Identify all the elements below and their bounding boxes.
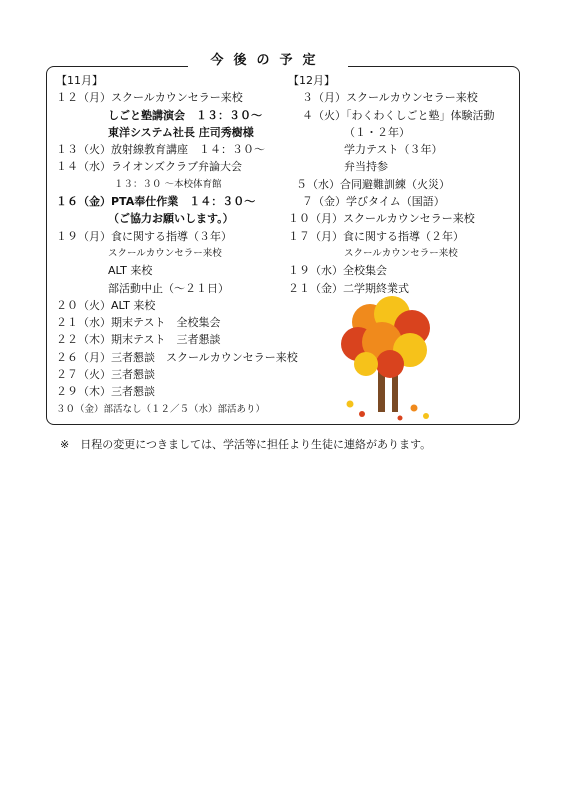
schedule-line: １３：３０ ～本校体育館 (114, 178, 222, 190)
november-column (56, 72, 296, 418)
schedule-line: （ご協力お願いします。） (108, 212, 234, 226)
schedule-line: しごと塾講演会 １３：３０～ (108, 108, 262, 122)
footnote: ※ 日程の変更につきましては、学活等に担任より生徒に連絡があります。 (60, 438, 432, 451)
schedule-line: ３（月）スクールカウンセラー来校 (302, 91, 478, 105)
schedule-line: 東洋システム社長 庄司秀樹様 (108, 125, 254, 139)
schedule-line: １６（金）PTA奉仕作業 １４：３０～ (56, 195, 256, 209)
schedule-line: ２２（木）期末テスト 三者懇談 (56, 333, 221, 347)
autumn-tree-illustration (330, 292, 440, 422)
schedule-line: ４（火）「わくわくしごと塾」体験活動 (302, 108, 495, 122)
tree-foliage (341, 296, 430, 378)
fallen-leaves (347, 401, 430, 421)
schedule-line: １７（月）食に関する指導（２年） (288, 229, 464, 243)
schedule-line: １２（月）スクールカウンセラー来校 (56, 91, 243, 105)
schedule-line: スクールカウンセラー来校 (344, 247, 458, 259)
schedule-line: ALT 来校 (108, 264, 153, 278)
schedule-line: ２７（火）三者懇談 (56, 368, 155, 382)
november-header: 【11月】 (56, 74, 103, 87)
schedule-line: ２６（月）三者懇談 スクールカウンセラー来校 (56, 350, 298, 364)
schedule-line: １０（月）スクールカウンセラー来校 (288, 212, 475, 226)
schedule-line: 弁当持参 (344, 160, 388, 174)
schedule-line: １４（水）ライオンズクラブ弁論大会 (56, 160, 243, 174)
schedule-line: 学力テスト（３年） (344, 143, 443, 157)
schedule-line: ２０（火）ALT 来校 (56, 298, 156, 312)
schedule-line: ２９（木）三者懇談 (56, 385, 155, 399)
schedule-line: （１・２年） (344, 125, 410, 139)
schedule-line: ５（水）合同避難訓練（火災） (296, 177, 450, 191)
schedule-line: １３（火）放射線教育講座 １４：３０～ (56, 143, 265, 157)
schedule-line: １９（月）食に関する指導（３年） (56, 229, 232, 243)
schedule-line: １９（水）全校集会 (288, 264, 387, 278)
schedule-line: 部活動中止（～２１日） (108, 281, 229, 295)
december-column (288, 72, 518, 297)
december-header: 【12月】 (288, 74, 335, 87)
schedule-title: 今後の予定 (188, 50, 348, 72)
schedule-line: ２１（水）期末テスト 全校集会 (56, 316, 221, 330)
schedule-line: ３０（金）部活なし（１２／５（水）部活あり） (56, 403, 266, 415)
schedule-line: スクールカウンセラー来校 (108, 247, 222, 259)
schedule-line: ２１（金）二学期終業式 (288, 281, 409, 295)
schedule-line: ７（金）学びタイム（国語） (302, 195, 445, 209)
